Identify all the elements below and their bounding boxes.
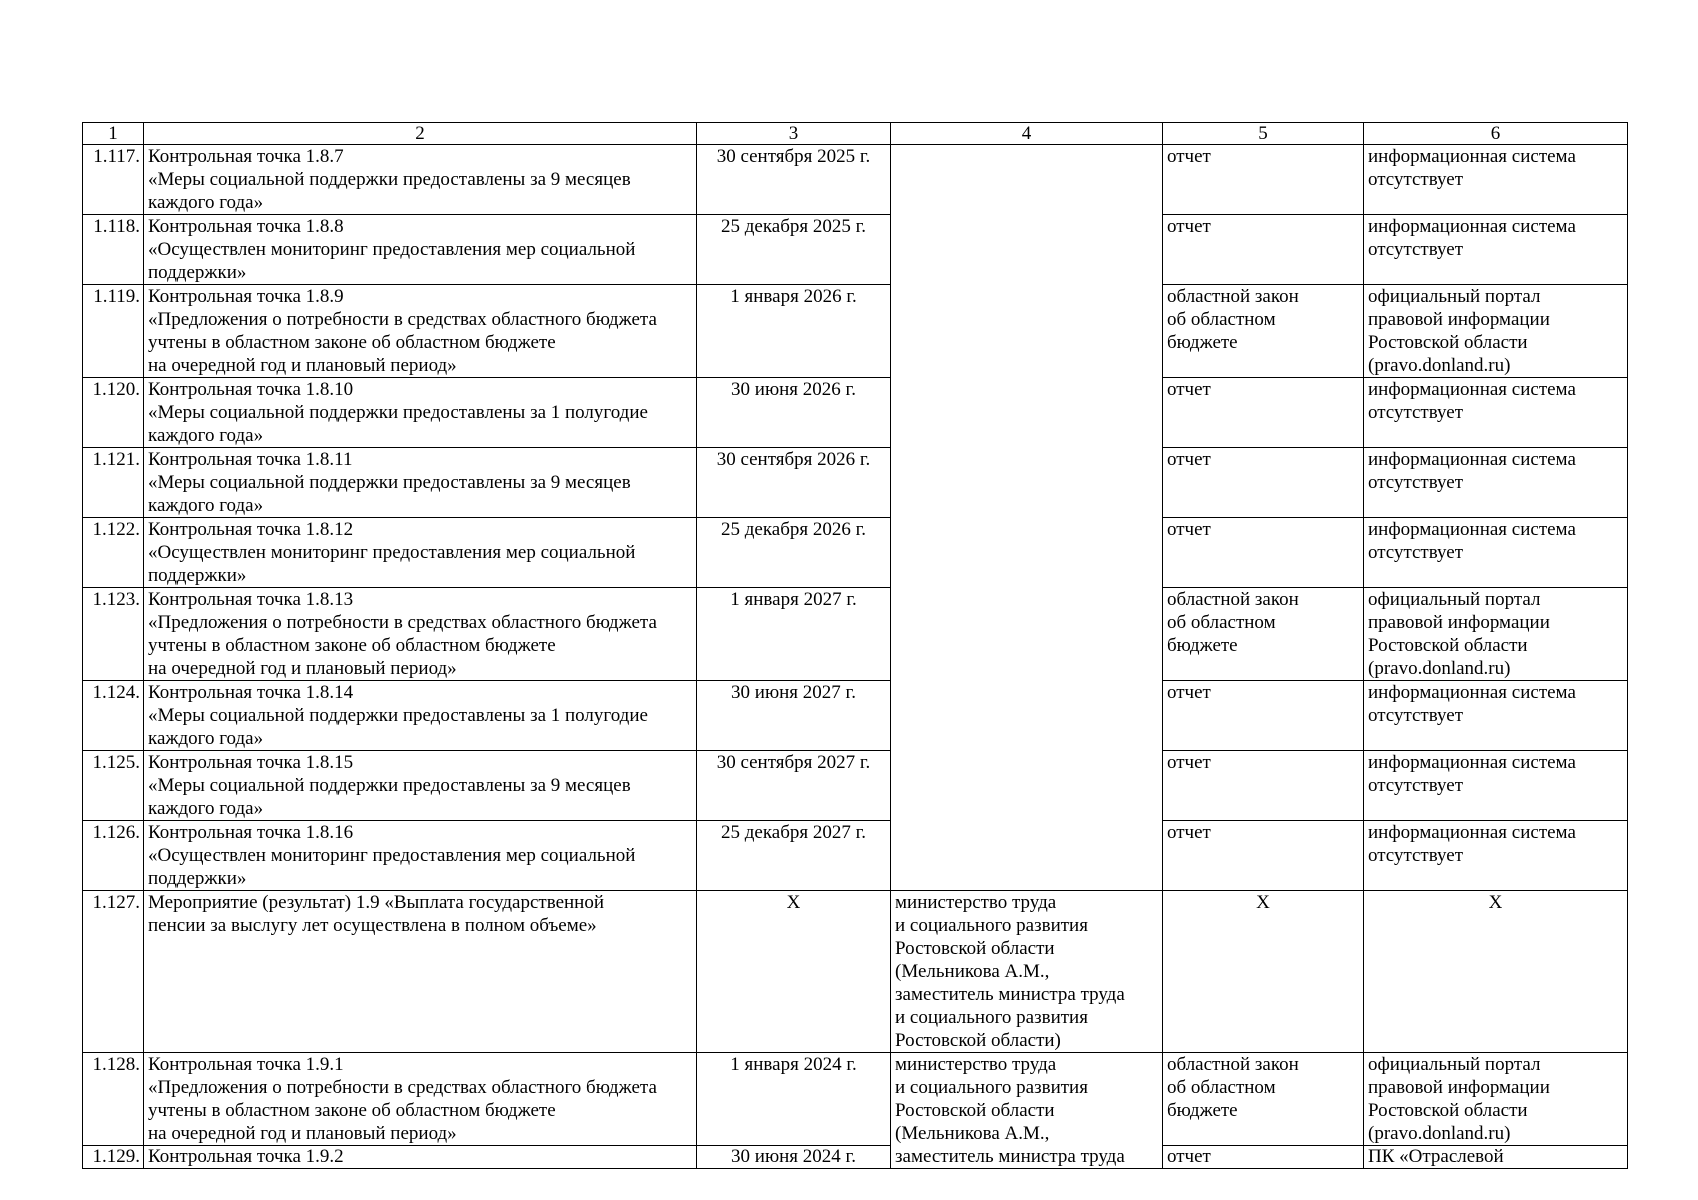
row-info-system: информационная система отсутствует xyxy=(1364,448,1628,518)
row-description: Контрольная точка 1.8.9 «Предложения о потребности в средствах областного бюджета учтены в областном законе об областном бюджете на очередной год и плановый период» xyxy=(144,285,697,378)
column-number: 4 xyxy=(891,123,1163,145)
row-date: 30 июня 2027 г. xyxy=(697,681,891,751)
table-row xyxy=(83,751,1628,821)
row-description: Контрольная точка 1.8.10 «Меры социальной поддержки предоставлены за 1 полугодие каждого года» xyxy=(144,378,697,448)
row-document: X xyxy=(1163,891,1364,1053)
row-document: отчет xyxy=(1163,821,1364,891)
table-row xyxy=(83,518,1628,588)
row-document: отчет xyxy=(1163,448,1364,518)
row-document: отчет xyxy=(1163,215,1364,285)
row-info-system: ПК «Отраслевой xyxy=(1364,1146,1628,1169)
row-number: 1.120. xyxy=(83,378,144,448)
row-number: 1.122. xyxy=(83,518,144,588)
row-info-system: официальный портал правовой информации Ростовской области (pravo.donland.ru) xyxy=(1364,285,1628,378)
row-info-system: информационная система отсутствует xyxy=(1364,751,1628,821)
column-number: 3 xyxy=(697,123,891,145)
row-info-system: информационная система отсутствует xyxy=(1364,215,1628,285)
row-number: 1.119. xyxy=(83,285,144,378)
row-document: отчет xyxy=(1163,145,1364,215)
row-date: 25 декабря 2026 г. xyxy=(697,518,891,588)
row-document: областной закон об областном бюджете xyxy=(1163,588,1364,681)
row-number: 1.126. xyxy=(83,821,144,891)
row-description: Контрольная точка 1.8.12 «Осуществлен мониторинг предоставления мер социальной поддержки» xyxy=(144,518,697,588)
measures-table xyxy=(82,122,1628,1169)
row-document: отчет xyxy=(1163,1146,1364,1169)
row-info-system: официальный портал правовой информации Ростовской области (pravo.donland.ru) xyxy=(1364,1053,1628,1146)
row-date: 1 января 2027 г. xyxy=(697,588,891,681)
row-number: 1.117. xyxy=(83,145,144,215)
row-date: 1 января 2024 г. xyxy=(697,1053,891,1146)
column-number-row xyxy=(83,123,1628,145)
row-date: 30 сентября 2027 г. xyxy=(697,751,891,821)
row-description: Мероприятие (результат) 1.9 «Выплата государственной пенсии за выслугу лет осуществлена в полном объеме» xyxy=(144,891,697,1053)
table-row xyxy=(83,215,1628,285)
row-info-system: информационная система отсутствует xyxy=(1364,681,1628,751)
row-document: отчет xyxy=(1163,681,1364,751)
table-row xyxy=(83,821,1628,891)
row-document: отчет xyxy=(1163,378,1364,448)
row-number: 1.128. xyxy=(83,1053,144,1146)
row-date: X xyxy=(697,891,891,1053)
row-responsible: министерство труда и социального развития Ростовской области (Мельникова А.М., заместитель министра труда xyxy=(891,1053,1163,1169)
row-description: Контрольная точка 1.9.2 xyxy=(144,1146,697,1169)
table-row xyxy=(83,448,1628,518)
table-row xyxy=(83,378,1628,448)
row-date: 30 июня 2024 г. xyxy=(697,1146,891,1169)
row-document: отчет xyxy=(1163,751,1364,821)
row-number: 1.129. xyxy=(83,1146,144,1169)
row-info-system: информационная система отсутствует xyxy=(1364,821,1628,891)
row-responsible: министерство труда и социального развития Ростовской области (Мельникова А.М., заместитель министра труда и социального развития Ростовской области) xyxy=(891,891,1163,1053)
row-description: Контрольная точка 1.8.8 «Осуществлен мониторинг предоставления мер социальной поддержки» xyxy=(144,215,697,285)
responsible-cell-merged xyxy=(891,145,1163,891)
row-number: 1.127. xyxy=(83,891,144,1053)
row-description: Контрольная точка 1.8.16 «Осуществлен мониторинг предоставления мер социальной поддержки» xyxy=(144,821,697,891)
table-row xyxy=(83,1053,1628,1146)
row-description: Контрольная точка 1.8.7 «Меры социальной поддержки предоставлены за 9 месяцев каждого года» xyxy=(144,145,697,215)
row-number: 1.123. xyxy=(83,588,144,681)
row-document: областной закон об областном бюджете xyxy=(1163,1053,1364,1146)
row-number: 1.125. xyxy=(83,751,144,821)
row-info-system: X xyxy=(1364,891,1628,1053)
row-info-system: информационная система отсутствует xyxy=(1364,378,1628,448)
row-description: Контрольная точка 1.8.15 «Меры социальной поддержки предоставлены за 9 месяцев каждого года» xyxy=(144,751,697,821)
row-date: 30 июня 2026 г. xyxy=(697,378,891,448)
row-description: Контрольная точка 1.8.14 «Меры социальной поддержки предоставлены за 1 полугодие каждого года» xyxy=(144,681,697,751)
row-number: 1.118. xyxy=(83,215,144,285)
table-row xyxy=(83,145,1628,215)
row-document: областной закон об областном бюджете xyxy=(1163,285,1364,378)
row-info-system: информационная система отсутствует xyxy=(1364,518,1628,588)
row-info-system: информационная система отсутствует xyxy=(1364,145,1628,215)
column-number: 6 xyxy=(1364,123,1628,145)
row-description: Контрольная точка 1.8.13 «Предложения о потребности в средствах областного бюджета учтены в областном законе об областном бюджете на очередной год и плановый период» xyxy=(144,588,697,681)
row-date: 30 сентября 2026 г. xyxy=(697,448,891,518)
table-row xyxy=(83,891,1628,1053)
column-number: 1 xyxy=(83,123,144,145)
row-date: 1 января 2026 г. xyxy=(697,285,891,378)
row-number: 1.124. xyxy=(83,681,144,751)
row-date: 25 декабря 2027 г. xyxy=(697,821,891,891)
column-number: 2 xyxy=(144,123,697,145)
row-description: Контрольная точка 1.9.1 «Предложения о потребности в средствах областного бюджета учтены в областном законе об областном бюджете на очередной год и плановый период» xyxy=(144,1053,697,1146)
row-date: 25 декабря 2025 г. xyxy=(697,215,891,285)
row-date: 30 сентября 2025 г. xyxy=(697,145,891,215)
row-number: 1.121. xyxy=(83,448,144,518)
column-number: 5 xyxy=(1163,123,1364,145)
row-info-system: официальный портал правовой информации Ростовской области (pravo.donland.ru) xyxy=(1364,588,1628,681)
table-row xyxy=(83,285,1628,378)
row-document: отчет xyxy=(1163,518,1364,588)
row-description: Контрольная точка 1.8.11 «Меры социальной поддержки предоставлены за 9 месяцев каждого года» xyxy=(144,448,697,518)
table-row xyxy=(83,588,1628,681)
table-row xyxy=(83,681,1628,751)
table-row xyxy=(83,1146,1628,1169)
